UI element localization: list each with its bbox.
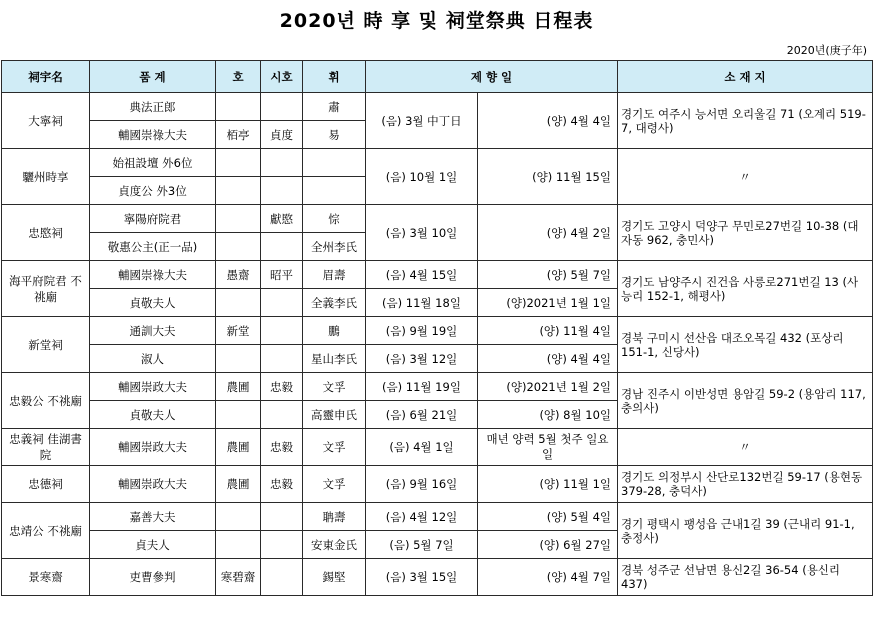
table-row — [2, 466, 873, 503]
ho-cell — [216, 177, 261, 205]
location-cell: 경기도 의정부시 산단로132번길 59-17 (용현동 379-28, 충덕사) — [618, 466, 873, 503]
rank-cell: 始祖設壇 外6位 — [90, 149, 216, 177]
lunar-date-cell: (음) 9월 19일 — [366, 317, 478, 345]
location-cell: 경기도 여주시 능서면 오리울길 71 (오계리 519-7, 대령사) — [618, 93, 873, 149]
header-siho: 시호 — [261, 61, 303, 93]
lunar-date-cell: (음) 3월 12일 — [366, 345, 478, 373]
lunar-date-cell: (음) 9월 16일 — [366, 466, 478, 503]
hwi-cell: 全義李氏 — [303, 289, 366, 317]
location-cell: 경남 진주시 이반성면 용암길 59-2 (용암리 117, 충의사) — [618, 373, 873, 429]
solar-date-cell: (양) 11월 4일 — [478, 317, 618, 345]
table-row — [2, 261, 873, 289]
rank-cell: 嘉善大夫 — [90, 503, 216, 531]
hwi-cell: 星山李氏 — [303, 345, 366, 373]
header-ho: 호 — [216, 61, 261, 93]
hwi-cell: 全州李氏 — [303, 233, 366, 261]
lunar-date-cell: (음) 10월 1일 — [366, 149, 478, 205]
hwi-cell — [303, 149, 366, 177]
siho-cell: 貞度 — [261, 121, 303, 149]
siho-cell: 昭平 — [261, 261, 303, 289]
rank-cell: 貞夫人 — [90, 531, 216, 559]
rank-cell: 寧陽府院君 — [90, 205, 216, 233]
rank-cell: 敬惠公主(正一品) — [90, 233, 216, 261]
siho-cell: 忠毅 — [261, 373, 303, 401]
location-cell: 경기도 남양주시 진건읍 사릉로271번길 13 (사능리 152-1, 해평사) — [618, 261, 873, 317]
lunar-date-cell: (음) 5월 7일 — [366, 531, 478, 559]
ho-cell — [216, 531, 261, 559]
shrine-name-cell: 大寧祠 — [2, 93, 90, 149]
location-cell: 경기도 고양시 덕양구 무민로27번길 10-38 (대자동 962, 충민사) — [618, 205, 873, 261]
table-row — [2, 373, 873, 401]
hwi-cell: 錫堅 — [303, 559, 366, 596]
solar-date-cell: (양) 6월 27일 — [478, 531, 618, 559]
ho-cell — [216, 93, 261, 121]
shrine-name-cell: 驪州時享 — [2, 149, 90, 205]
hwi-cell: 文孚 — [303, 373, 366, 401]
siho-cell — [261, 289, 303, 317]
header-hwi: 휘 — [303, 61, 366, 93]
year-label: 2020년(庚子年) — [786, 44, 867, 57]
hwi-cell: 安東金氏 — [303, 531, 366, 559]
ho-cell — [216, 345, 261, 373]
shrine-name-cell: 景寒齋 — [2, 559, 90, 596]
header-shrine: 祠宇名 — [2, 61, 90, 93]
location-cell: 경기 평택시 팽성읍 근내1길 39 (근내리 91-1, 충정사) — [618, 503, 873, 559]
hwi-cell: 鵬 — [303, 317, 366, 345]
location-cell: 경북 성주군 선남면 용신2길 36-54 (용신리 437) — [618, 559, 873, 596]
rank-cell: 通訓大夫 — [90, 317, 216, 345]
ho-cell — [216, 503, 261, 531]
solar-date-cell: (양) 4월 7일 — [478, 559, 618, 596]
rank-cell: 典法正郎 — [90, 93, 216, 121]
hwi-cell: 文孚 — [303, 429, 366, 466]
lunar-date-cell: (음) 3월 10일 — [366, 205, 478, 261]
solar-date-cell: (양) 5월 7일 — [478, 261, 618, 289]
solar-date-cell: (양) 4월 2일 — [478, 205, 618, 261]
header-location: 소 재 지 — [618, 61, 873, 93]
hwi-cell: 眉壽 — [303, 261, 366, 289]
shrine-name-cell: 海平府院君 不祧廟 — [2, 261, 90, 317]
solar-date-cell: (양) 11월 15일 — [478, 149, 618, 205]
rank-cell: 輔國崇祿大夫 — [90, 121, 216, 149]
solar-date-cell: (양) 5월 4일 — [478, 503, 618, 531]
siho-cell — [261, 559, 303, 596]
rank-cell: 貞敬夫人 — [90, 401, 216, 429]
siho-cell — [261, 317, 303, 345]
ho-cell: 栢亭 — [216, 121, 261, 149]
table-row — [2, 429, 873, 466]
ho-cell — [216, 205, 261, 233]
rank-cell: 貞度公 外3位 — [90, 177, 216, 205]
shrine-name-cell: 忠愍祠 — [2, 205, 90, 261]
hwi-cell: 文孚 — [303, 466, 366, 503]
solar-date-cell: (양)2021년 1월 2일 — [478, 373, 618, 401]
ho-cell: 愚齋 — [216, 261, 261, 289]
rank-cell: 吏曹參判 — [90, 559, 216, 596]
siho-cell: 忠毅 — [261, 429, 303, 466]
schedule-body — [2, 93, 873, 596]
table-row — [2, 503, 873, 531]
hwi-cell: 聃壽 — [303, 503, 366, 531]
siho-cell — [261, 233, 303, 261]
ho-cell: 新堂 — [216, 317, 261, 345]
header-row — [2, 61, 873, 93]
ho-cell — [216, 233, 261, 261]
lunar-date-cell: (음) 11월 18일 — [366, 289, 478, 317]
header-rank: 품 계 — [90, 61, 216, 93]
lunar-date-cell: (음) 4월 1일 — [366, 429, 478, 466]
solar-date-cell: (양) 8월 10일 — [478, 401, 618, 429]
location-cell: 〃 — [618, 429, 873, 466]
ho-cell — [216, 289, 261, 317]
hwi-cell — [303, 177, 366, 205]
table-row — [2, 205, 873, 233]
hwi-cell: 高靈申氏 — [303, 401, 366, 429]
rank-cell: 輔國崇政大夫 — [90, 429, 216, 466]
header-date: 제 향 일 — [366, 61, 618, 93]
shrine-name-cell: 忠德祠 — [2, 466, 90, 503]
ho-cell — [216, 149, 261, 177]
location-cell: 경북 구미시 선산읍 대조오목길 432 (포상리 151-1, 신당사) — [618, 317, 873, 373]
siho-cell — [261, 177, 303, 205]
table-row — [2, 559, 873, 596]
solar-date-cell: (양) 11월 1일 — [478, 466, 618, 503]
solar-date-cell: (양) 4월 4일 — [478, 345, 618, 373]
siho-cell — [261, 149, 303, 177]
table-row — [2, 149, 873, 177]
shrine-name-cell: 忠毅公 不祧廟 — [2, 373, 90, 429]
ho-cell: 農圃 — [216, 429, 261, 466]
siho-cell — [261, 531, 303, 559]
siho-cell — [261, 345, 303, 373]
hwi-cell: 肅 — [303, 93, 366, 121]
lunar-date-cell: (음) 6월 21일 — [366, 401, 478, 429]
page-title: 2020년 時 享 및 祠堂祭典 日程表 — [279, 10, 594, 32]
ho-cell: 寒碧齋 — [216, 559, 261, 596]
solar-date-cell: 매년 양력 5월 첫주 일요일 — [478, 429, 618, 466]
siho-cell: 獻愍 — [261, 205, 303, 233]
hwi-cell: 易 — [303, 121, 366, 149]
schedule-table — [1, 60, 873, 596]
lunar-date-cell: (음) 3월 中丁日 — [366, 93, 478, 149]
location-cell: 〃 — [618, 149, 873, 205]
table-row — [2, 317, 873, 345]
lunar-date-cell: (음) 4월 12일 — [366, 503, 478, 531]
rank-cell: 淑人 — [90, 345, 216, 373]
shrine-name-cell: 忠義祠 佳湖書院 — [2, 429, 90, 466]
lunar-date-cell: (음) 4월 15일 — [366, 261, 478, 289]
lunar-date-cell: (음) 11월 19일 — [366, 373, 478, 401]
rank-cell: 輔國崇政大夫 — [90, 466, 216, 503]
table-row — [2, 93, 873, 121]
siho-cell — [261, 93, 303, 121]
ho-cell — [216, 401, 261, 429]
shrine-name-cell: 新堂祠 — [2, 317, 90, 373]
rank-cell: 貞敬夫人 — [90, 289, 216, 317]
solar-date-cell: (양) 4월 4일 — [478, 93, 618, 149]
shrine-name-cell: 忠靖公 不祧廟 — [2, 503, 90, 559]
siho-cell — [261, 401, 303, 429]
siho-cell — [261, 503, 303, 531]
ho-cell: 農圃 — [216, 373, 261, 401]
hwi-cell: 悰 — [303, 205, 366, 233]
ho-cell: 農圃 — [216, 466, 261, 503]
rank-cell: 輔國崇祿大夫 — [90, 261, 216, 289]
siho-cell: 忠毅 — [261, 466, 303, 503]
lunar-date-cell: (음) 3월 15일 — [366, 559, 478, 596]
rank-cell: 輔國崇政大夫 — [90, 373, 216, 401]
solar-date-cell: (양)2021년 1월 1일 — [478, 289, 618, 317]
